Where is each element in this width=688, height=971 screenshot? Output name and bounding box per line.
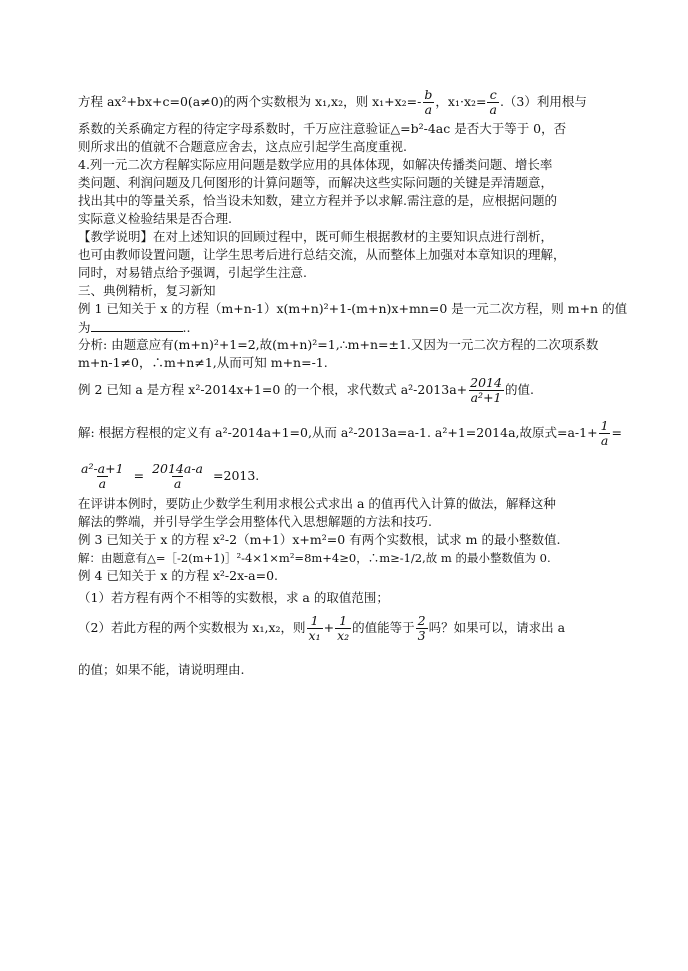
- example-4-part-2: （2）若此方程的两个实数根为 x₁,x₂，则 $\frac{1}{\text{x₁}}$ + $\frac{1}{\text{x₂}}$ 的值能等于 $\frac{2}{3}$ 吗？如果可以，请求出 a: [78, 613, 566, 643]
- example-2-result: $\frac{\text{a²-a+1}}{a}$ = $\frac{2014a-a}{a}$ =2013.: [81, 461, 260, 491]
- example-4: 例 4 已知关于 x 的方程 x²-2x-a=0.: [78, 568, 279, 583]
- line-10: 同时，对易错点给予强调，引起学生注意.: [78, 265, 307, 280]
- answer-blank: [91, 319, 183, 332]
- example-2: 例 2 已知 a 是方程 x²-2014x+1=0 的一个根，求代数式 a²-2013a+ $\frac{2014}{\text{a²+1}}$ 的值.: [78, 375, 534, 405]
- commentary-line-1: 在评讲本例时，要防止少数学生利用求根公式求出 a 的值再代入计算的做法，解释这种: [78, 496, 556, 511]
- section-heading: 三、典例精析，复习新知: [78, 283, 216, 298]
- text-segment: ，x₁·x₂=: [435, 94, 487, 109]
- fraction-2014-over-a2plus1: $\frac{2014}{\text{a²+1}}$: [470, 375, 502, 405]
- example-1-blank-line: 为 ..: [78, 320, 191, 335]
- fraction-b-over-a: $\frac{b}{a}$: [424, 87, 433, 117]
- text-segment: 方程 ax²+bx+c=0(a≠0)的两个实数根为 x₁,x₂，则 x₁+x₂=-: [78, 94, 422, 109]
- fraction-1-over-x1: $\frac{1}{\text{x₁}}$: [308, 613, 321, 643]
- line-1: [78, 88, 587, 117]
- line-9: 也可由教师设置问题，让学生思考后进行总结交流，从而整体上加强对本章知识的理解，: [78, 247, 566, 262]
- analysis-line-2: m+n-1≠0，∴m+n≠1,从而可知 m+n=-1.: [78, 355, 328, 370]
- text-segment: .（3）利用根与: [499, 94, 587, 109]
- example-3-solution: 解：由题意有△=［-2(m+1)］²-4×1×m²=8m+4≥0，∴m≥-1/2,故 m 的最小整数值为 0.: [78, 551, 551, 565]
- example-2-solution: 解: 根据方程根的定义有 a²-2014a+1=0,从而 a²-2013a=a-1. a²+1=2014a,故原式=a-1+ $\frac{1}{a}$ =: [78, 418, 623, 448]
- example-1: 例 1 已知关于 x 的方程（m+n-1）x(m+n)²+1-(m+n)x+mn=0 是一元二次方程，则 m+n 的值: [78, 301, 628, 316]
- commentary-line-2: 解法的弊端，并引导学生学会用整体代入思想解题的方法和技巧.: [78, 514, 432, 529]
- fraction-c-over-a: $\frac{c}{a}$: [489, 87, 497, 117]
- line-2: 系数的关系确定方程的待定字母系数时，千万应注意验证△=b²-4ac 是否大于等于 0，否: [78, 121, 567, 136]
- example-4-part-2-cont: 的值；如果不能，请说明理由.: [78, 662, 245, 677]
- fraction-2014a-a-over-a: $\frac{2014a-a}{a}$: [152, 461, 204, 491]
- line-3: 则所求出的值就不合题意应舍去，这点应引起学生高度重视.: [78, 139, 407, 154]
- example-3: 例 3 已知关于 x 的方程 x²-2（m+1）x+m²=0 有两个实数根，试求 m 的最小整数值.: [78, 532, 561, 547]
- analysis-line-1: 分析: 由题意应有(m+n)²+1=2,故(m+n)²=1,∴m+n=±1.又因为一元二次方程的二次项系数: [78, 337, 599, 352]
- fraction-1-over-x2: $\frac{1}{\text{x₂}}$: [337, 613, 350, 643]
- line-7: 实际意义检验结果是否合理.: [78, 211, 232, 226]
- fraction-2-over-3: $\frac{2}{3}$: [417, 613, 426, 643]
- fraction-a2-a-1-over-a: $\frac{\text{a²-a+1}}{a}$: [81, 461, 124, 491]
- fraction-1-over-a: $\frac{1}{a}$: [600, 418, 609, 448]
- line-6: 找出其中的等量关系，恰当设未知数，建立方程并予以求解.需注意的是，应根据问题的: [78, 193, 557, 208]
- line-5: 类问题、利润问题及几何图形的计算问题等，而解决这些实际问题的关键是弄清题意，: [78, 175, 554, 190]
- line-8: 【教学说明】在对上述知识的回顾过程中，既可师生根据教材的主要知识点进行剖析，: [78, 229, 554, 244]
- line-4: 4.列一元二次方程解实际应用问题是数学应用的具体体现，如解决传播类问题、增长率: [78, 157, 553, 172]
- example-4-part-1: （1）若方程有两个不相等的实数根，求 a 的取值范围；: [78, 590, 389, 605]
